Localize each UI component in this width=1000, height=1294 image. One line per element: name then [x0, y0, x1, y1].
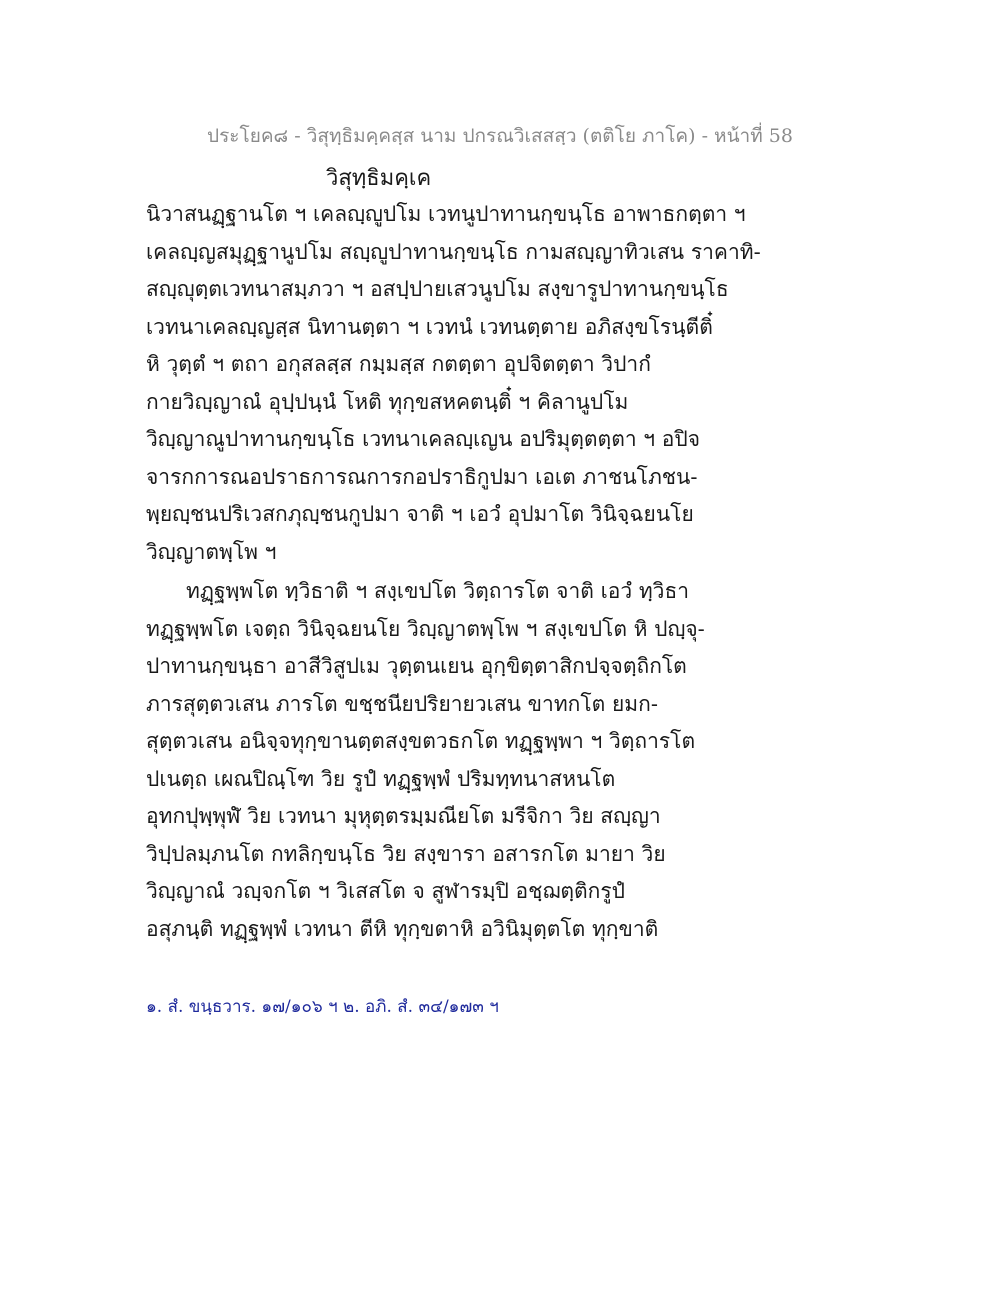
- text-line: วิญฺญาตพฺโพ ฯ: [146, 539, 277, 564]
- text-line: หิ วุตฺตํ ฯ ตถา อกุสลสฺส กมฺมสฺส กตตฺตา อุปจิตตฺตา วิปากํ: [146, 352, 651, 376]
- running-header: ประโยค๘ - วิสุทฺธิมคฺคสฺส นาม ปกรณวิเสสสฺว (ตติโย ภาโค) - หน้าที่ 58: [207, 125, 793, 147]
- text-line: อสุภนฺติ ทฏฺฐพฺพํ เวทนา ตีหิ ทุกฺขตาหิ อวินิมุตฺตโต ทุกฺขาติ: [146, 916, 659, 941]
- text-line: สญฺญุตฺตเวทนาสมฺภวา ฯ อสปฺปายเสวนูปโม สงฺขารูปาทานกฺขนฺโธ: [146, 277, 729, 301]
- body-text: [146, 196, 866, 948]
- text-line: กายวิญฺญาณํ อุปฺปนฺนํ โหติ ทุกฺขสหคตนฺติ๋ ฯ คิลานูปโม: [146, 389, 629, 414]
- text-line: ภารสุตฺตวเสน ภารโต ขชฺชนียปริยายวเสน ขาทกโต ยมก-: [146, 691, 658, 716]
- text-line: ปาทานกฺขนฺธา อาสีวิสูปเม วุตฺตนเยน อุกฺขิตฺตาสิกปจฺจตฺถิกโต: [146, 654, 687, 678]
- book-title: วิสุทฺธิมคฺเค: [326, 166, 432, 191]
- text-line: สุตฺตวเสน อนิจฺจทุกฺขานตฺตสงฺขตวธกโต ทฏฺฐพฺพา ฯ วิตฺถารโต: [146, 729, 696, 753]
- text-line: ทฏฺฐพฺพโต เจตฺถ วินิจฺฉยนโย วิญฺญาตพฺโพ ฯ สงฺเขปโต หิ ปญฺจุ-: [146, 616, 705, 641]
- text-line: เวทนาเคลญฺญสฺส นิทานตฺตา ฯ เวทนํ เวทนตฺตาย อภิสงฺขโรนฺตีติ๋: [146, 314, 713, 339]
- text-line: วิปฺปลมฺภนโต กทลิกฺขนฺโธ วิย สงฺขารา อสารกโต มายา วิย: [146, 841, 666, 866]
- text-line: ปเนตฺถ เผณปิณฺโฑ วิย รูปํ ทฏฺฐพฺพํ ปริมทฺทนาสหนโต: [146, 766, 616, 791]
- text-line: นิวาสนฏฺฐานโต ฯ เคลญฺญูปโม เวทนูปาทานกฺขนฺโธ อาพาธกตฺตา ฯ: [146, 202, 746, 226]
- text-line: เคลญฺญสมุฏฺฐานูปโม สญฺญูปาทานกฺขนฺโธ กามสญฺญาทิวเสน ราคาทิ-: [146, 239, 761, 264]
- text-line: วิญฺญาณํ วญฺจกโต ฯ วิเสสโต จ สูฬารมฺปิ อชฺฌตฺติกรูปํ: [146, 879, 625, 903]
- text-line: ทฏฺฐพฺพโต ทฺวิธาติ ฯ สงฺเขปโต วิตฺถารโต จาติ เอวํ ทฺวิธา: [186, 579, 690, 603]
- footnote: ๑. สํ. ขนฺธวาร. ๑๗/๑๐๖ ฯ ๒. อภิ. สํ. ๓๔/๑๗๓ ฯ: [146, 997, 499, 1017]
- text-line: พฺยญฺชนปริเวสกภุญฺชนกูปมา จาติ ฯ เอวํ อุปมาโต วินิจฺฉยนโย: [146, 502, 694, 526]
- text-line: วิญฺญาณูปาทานกฺขนฺโธ เวทนาเคลญฺเญน อปริมุตฺตตฺตา ฯ อปิจ: [146, 427, 701, 451]
- text-line: จารกการณอปราธการณการกอปราธิกูปมา เอเต ภาชนโภชน-: [146, 464, 698, 489]
- text-line: อุทกปุพฺพุฬํ วิย เวทนา มุหุตฺตรมฺมณียโต มรีจิกา วิย สญฺญา: [146, 804, 661, 828]
